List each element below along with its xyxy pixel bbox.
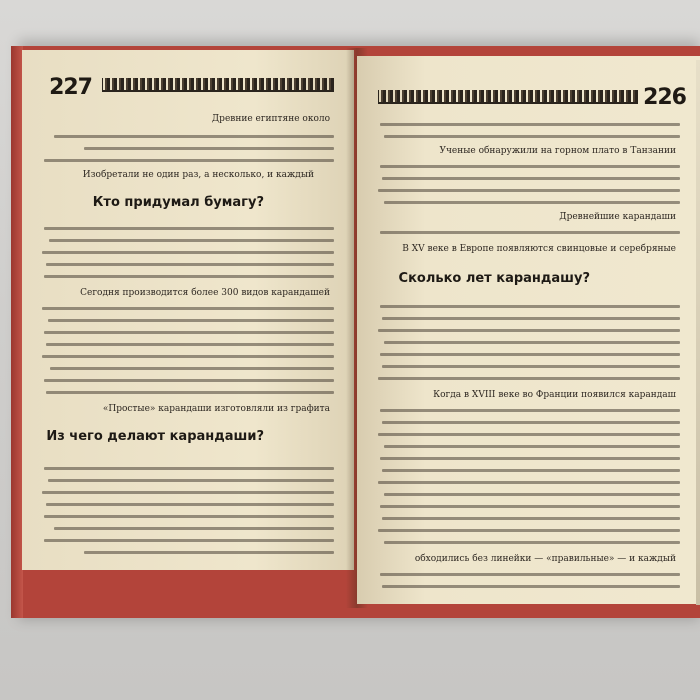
text-line [382,421,680,424]
text-line [44,227,334,230]
text-line [380,409,680,412]
header-ornament [378,90,638,104]
text-line [382,517,680,520]
text-phrase: Изобретали не один раз, а несколько, и каждый [82,170,314,180]
text-phrase: Ученые обнаружили на горном плато в Танзании [439,146,676,156]
text-line [384,541,680,544]
section-heading: Кто придумал бумагу? [92,195,264,210]
text-line [382,365,680,368]
text-line [382,317,680,320]
page-edge [696,60,700,605]
text-line [378,433,680,436]
text-line [42,355,334,358]
page-number: 227 [49,75,92,100]
text-line [380,165,680,168]
text-line [48,319,334,322]
text-phrase: Сегодня производится более 300 видов карандашей [80,288,330,298]
text-phrase: Когда в XVIII веке во Франции появился карандаш [433,390,676,400]
text-line [46,343,334,346]
text-line [378,529,680,532]
text-line [382,585,680,588]
section-heading: Из чего делают карандаши? [46,429,264,444]
text-phrase: «Простые» карандаши изготовляли из графита [102,404,330,414]
text-line [384,493,680,496]
text-line [84,147,334,150]
text-line [382,177,680,180]
text-line [382,469,680,472]
header-ornament [102,78,334,92]
text-line [42,251,334,254]
left-page-rotated-content [22,50,354,570]
text-line [380,305,680,308]
text-line [380,123,680,126]
page-number: 226 [643,85,686,110]
text-line [380,231,680,234]
text-line [44,467,334,470]
text-line [42,491,334,494]
text-phrase: обходились без линейки — «правильные» — и каждый [414,554,676,564]
text-line [49,239,334,242]
text-line [48,479,334,482]
text-line [44,539,334,542]
text-line [44,275,334,278]
text-line [380,505,680,508]
text-line [54,527,334,530]
text-line [42,307,334,310]
text-line [384,201,680,204]
text-line [378,481,680,484]
text-phrase: В XV веке в Европе появляются свинцовые и серебряные [402,244,676,254]
left-page [22,50,354,570]
text-line [384,135,680,138]
text-line [380,573,680,576]
text-line [46,391,334,394]
section-heading: Сколько лет карандашу? [398,271,590,286]
text-line [50,367,334,370]
right-page [357,56,700,604]
text-line [384,341,680,344]
text-phrase: Древние египтяне около [211,114,330,124]
text-line [44,379,334,382]
text-line [378,377,680,380]
text-line [378,189,680,192]
text-line [46,263,334,266]
text-line [384,445,680,448]
text-phrase: Древнейшие карандаши [559,212,676,222]
text-line [84,551,334,554]
text-line [380,457,680,460]
text-line [54,135,334,138]
right-page-rotated-content [357,56,700,604]
text-line [44,159,334,162]
text-line [46,503,334,506]
text-line [44,515,334,518]
text-line [44,331,334,334]
text-line [380,353,680,356]
text-line [378,329,680,332]
